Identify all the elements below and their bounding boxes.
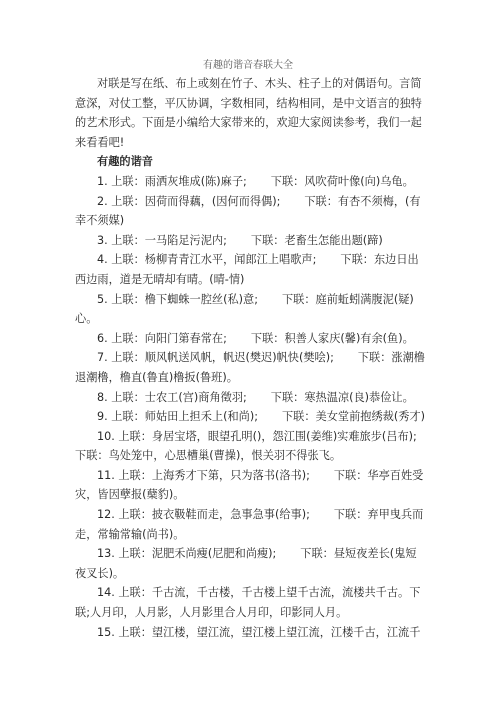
couplet-upper: 5. 上联：橹下蜘蛛一腔丝(私)意; — [97, 292, 258, 306]
couplet-upper: 9. 上联：师姑田上担禾上(和尚); — [97, 410, 258, 424]
couplet-lower: 下联;人月印，人月影，人月影里合人月印，印影同人月。 — [75, 586, 421, 620]
couplet-lower: 下联：涨潮橹退潮橹，橹直(鲁直)橹扳(鲁班)。 — [75, 351, 425, 384]
intro-paragraph: 对联是写在纸、布上或刻在竹子、木头、柱子上的对偶语句。言简意深，对仗工整，平仄协调，字数相同，结构相同，是中文语言的独特的艺术形式。下面是小编给大家带来的，欢迎大家阅读参考，我们一起来看看吧! — [75, 77, 422, 149]
couplet-lower: 下联：昼短夜差长(鬼短夜叉长)。 — [75, 547, 417, 580]
couplet-item — [75, 250, 425, 289]
couplet-item — [75, 348, 425, 387]
couplet-lower: 下联：美女堂前抱绣裁(秀才) — [281, 410, 425, 424]
couplet-upper: 13. 上联：泥肥禾尚瘦(尼肥和尚瘦); — [97, 547, 277, 561]
couplet-upper: 7. 上联：顺风帆送风帆，帆迟(樊迟)帆快(樊哙); — [97, 351, 334, 365]
couplet-upper: 12. 上联：披衣靸鞋而走，急事急事(给事); — [97, 508, 310, 522]
couplet-lower: 下联：老畜生怎能出题(蹄) — [250, 233, 383, 247]
couplet-item — [75, 505, 425, 544]
couplet-item — [75, 466, 425, 505]
couplet-upper: 4. 上联：杨柳青青江水平，闻郎江上唱歌声; — [97, 253, 317, 267]
couplet-upper: 14. 上联：千古流，千古楼，千古楼上望千古流，流楼共千古。 — [97, 586, 410, 600]
couplet-lower: 下联：东边日出西边雨，道是无晴却有晴。(晴-情) — [75, 253, 419, 286]
couplet-lower: 下联：风吹荷叶像(向)乌龟。 — [270, 174, 414, 188]
couplet-lower: 下联：庭前蚯蚓满腹泥(疑)心。 — [75, 292, 414, 326]
section-title: 有趣的谐音 — [97, 155, 153, 169]
couplet-lower: 下联：寒热温凉(良)恭俭让。 — [270, 390, 414, 404]
couplet-upper: 1. 上联：雨洒灰堆成(陈)麻子; — [97, 174, 247, 188]
couplet-item — [75, 623, 425, 643]
couplet-item — [75, 329, 425, 349]
couplet-upper: 8. 上联：士农工(宫)商角徵羽; — [97, 390, 247, 404]
couplet-upper: 3. 上联：一马陷足污泥内; — [97, 233, 227, 247]
couplet-item — [75, 407, 425, 427]
couplet-upper: 6. 上联：向阳门第春常在; — [97, 331, 227, 345]
couplet-item — [75, 192, 425, 231]
couplet-lower: 下联：华亭百姓受灾，皆因孽报(蘖豹)。 — [75, 468, 424, 502]
couplet-item — [75, 583, 425, 622]
couplet-upper: 11. 上联：上海秀才下第，只为落书(洛书); — [97, 468, 310, 482]
couplet-item — [75, 427, 425, 466]
couplet-lower: 下联：积善人家庆(馨)有余(鱼)。 — [250, 331, 414, 345]
couplet-upper: 15. 上联：望江楼，望江流，望江楼上望江流，江楼千古，江流千 — [97, 625, 421, 639]
page-header-title: 有趣的谐音春联大全 — [203, 60, 293, 71]
couplet-lower: 下联：鸟处笼中，心思槽巢(曹操)，恨关羽不得张飞。 — [75, 449, 342, 463]
couplet-item — [75, 231, 425, 251]
couplet-item — [75, 290, 425, 329]
couplet-item — [75, 172, 425, 192]
document-body — [75, 74, 425, 642]
couplet-lower: 下联：有杏不须梅，(有幸不须媒) — [75, 194, 421, 228]
couplet-upper: 10. 上联：身居宝塔，眼望孔明()，怨江围(姜维)实难旅步(吕布); — [97, 429, 417, 443]
couplet-item — [75, 388, 425, 408]
couplet-lower: 下联：弃甲曳兵而走，常输常输(尚书)。 — [75, 508, 424, 541]
couplet-upper: 2. 上联：因荷而得藕，(因何而得偶); — [97, 194, 281, 208]
couplet-item — [75, 544, 425, 583]
